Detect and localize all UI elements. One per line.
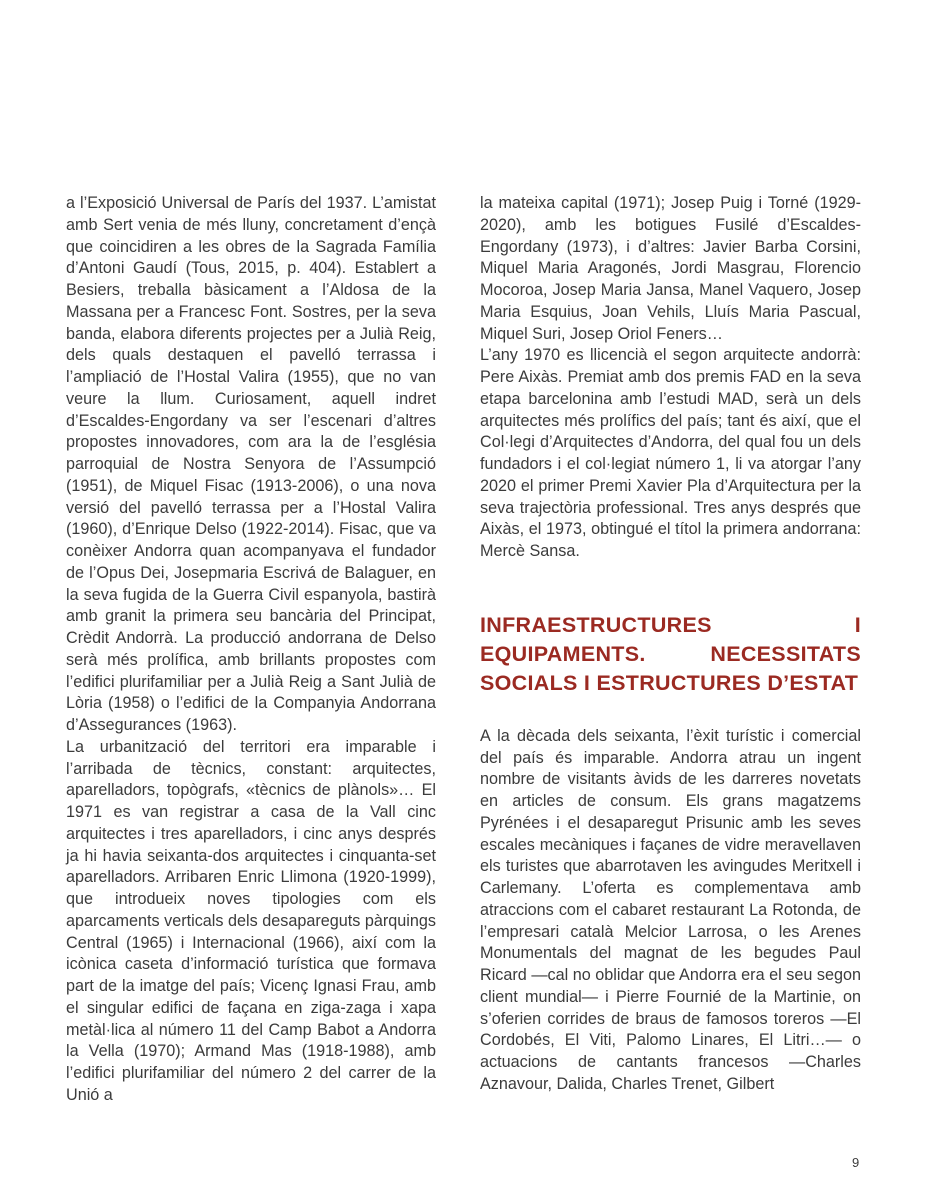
body-paragraph: La urbanització del territori era imparable i l’arribada de tècnics, constant: arquitectes, aparelladors, topògrafs, «tècnics de plànols»… El 1971 es van registrar a casa de la Vall cinc arquitectes i tres aparelladors, i cinc anys després ja hi havia seixanta-dos arquitectes i cinquanta-set aparelladors. Arribaren Enric Llimona (1920-1999), que introdueix noves tipologies com els aparcaments verticals dels desapareguts pàrquings Central (1965) i Internacional (1966), així com la icònica caseta d’informació turística que formava part de la imatge del país; Vicenç Ignasi Frau, amb el singular edifici de façana en ziga-zaga i xapa metàl·lica al número 11 del Camp Babot a Andorra la Vella (1970); Armand Mas (1918-1988), amb l’edifici plurifamiliar del número 2 del carrer de la Unió a bbox=[66, 737, 436, 1104]
body-paragraph: L’any 1970 es llicencià el segon arquitecte andorrà: Pere Aixàs. Premiat amb dos premis FAD en la seva etapa barcelonina amb l’estudi MAD, serà un dels arquitectes més prolífics del país; tant és així, que el Col·legi d’Arquitectes d’Andorra, del qual fou un dels fundadors i el col·legiat número 1, li va atorgar l’any 2020 el primer Premi Xavier Pla d’Arquitectura per la seva trajectòria professional. Tres anys després que Aixàs, el 1973, obtingué el títol la primera andorrana: Mercè Sansa. bbox=[480, 346, 861, 560]
body-paragraph: A la dècada dels seixanta, l’èxit turístic i comercial del país és imparable. Andorra atrau un ingent nombre de visitants àvids de les darreres novetats en articles de consum. Els grans magatzems Pyrénées i el desaparegut Prisunic amb les seves escales mecàniques i façanes de vidre meravellaven els turistes que abarrotaven les avingudes Meritxell i Carlemany. L’oferta es complementava amb atraccions com el cabaret restaurant La Rotonda, de l’empresari català Melcior Larrosa, o les Arenes Monumentals del magnat de les begudes Paul Ricard —cal no oblidar que Andorra era el seu segon client mundial— i Pierre Fournié de la Martinie, on s’oferien corrides de braus de famosos toreros —El Cordobés, El Viti, Palomo Linares, El Litri…— o actuacions de cantants francesos —Charles Aznavour, Dalida, Charles Trenet, Gilbert bbox=[480, 726, 861, 1093]
right-column bbox=[480, 193, 861, 1096]
body-paragraph: la mateixa capital (1971); Josep Puig i Torné (1929-2020), amb les botigues Fusilé d’Escaldes-Engordany (1973), i d’altres: Javier Barba Corsini, Miquel Maria Aragonés, Jordi Masgrau, Florencio Mocoroa, Josep Maria Jansa, Manel Vaquero, Josep Maria Esquius, Joan Vehils, Lluís Maria Pascual, Miquel Suri, Josep Oriol Feners… bbox=[480, 194, 861, 343]
section-heading: INFRAESTRUCTURES I EQUIPAMENTS. NECESSITATS SOCIALS I ESTRUCTURES D’ESTAT bbox=[480, 612, 861, 695]
page-number: 9 bbox=[852, 1155, 860, 1170]
body-paragraph: a l’Exposició Universal de París del 1937. L’amistat amb Sert venia de més lluny, concretament d’ençà que coincidiren a les obres de la Sagrada Família d’Antoni Gaudí (Tous, 2015, p. 404). Establert a Besiers, treballa bàsicament a l’Aldosa de la Massana per a Francesc Font. Sostres, per la seva banda, elabora diferents projectes per a Julià Reig, dels quals destaquen el pavelló terrassa i l’ampliació de l’Hostal Valira (1955), que no van veure la llum. Curiosament, aquell indret d’Escaldes-Engordany va ser l’escenari d’altres propostes innovadores, com ara la de l’església parroquial de Nostra Senyora de l’Assumpció (1951), de Miquel Fisac (1913-2006), o una nova versió del pavelló terrassa per a l’Hostal Valira (1960), d’Enrique Delso (1922-2014). Fisac, que va conèixer Andorra quan acompanyava el fundador de l’Opus Dei, Josepmaria Escrivá de Balaguer, en la seva fugida de la Guerra Civil espanyola, bastirà amb granit la primera seu bancària del Principat, Crèdit Andorrà. La producció andorrana de Delso serà més prolífica, amb brillants propostes com l’edifici plurifamiliar per a Julià Reig a Sant Julià de Lòria (1958) o l’edifici de la Companyia Andorrana d’Assegurances (1963). bbox=[66, 194, 436, 734]
left-column bbox=[66, 193, 436, 1107]
